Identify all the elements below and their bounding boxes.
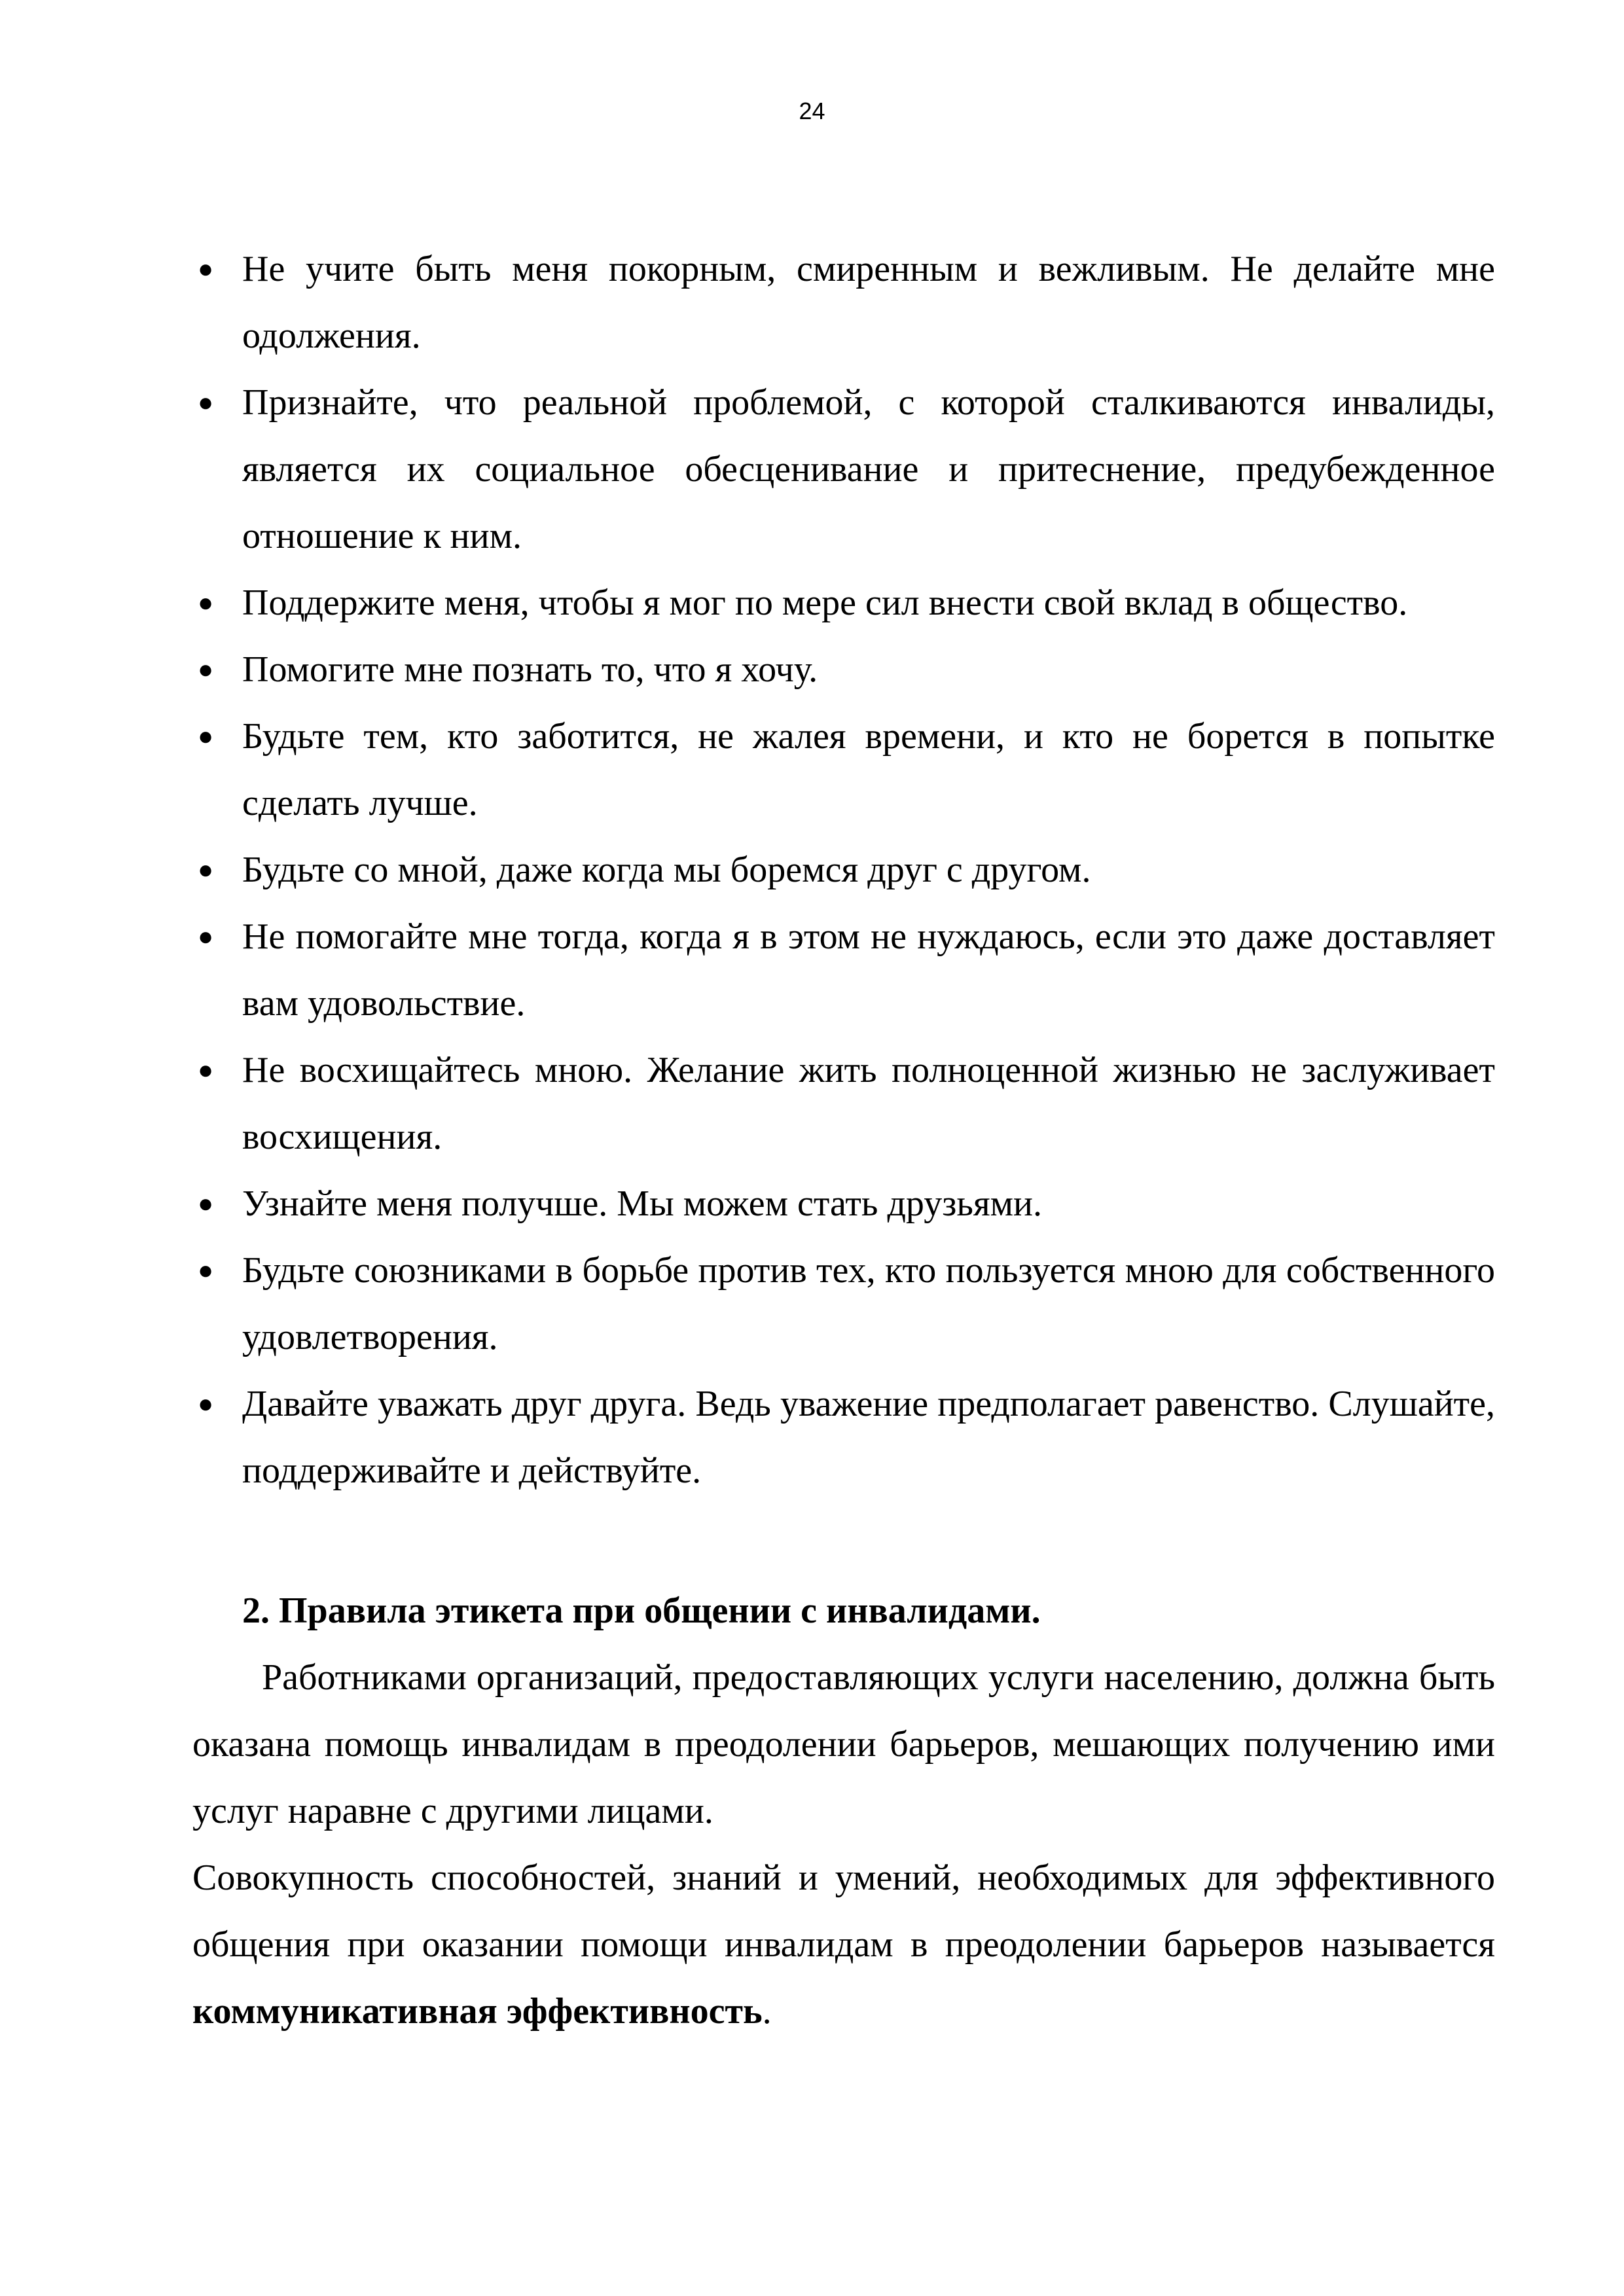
definition-text: Совокупность способностей, знаний и умений, необходимых для эффективного общения при оказании помощи инвалидам в преодолении барьеров называется xyxy=(192,1857,1495,1965)
bullet-icon: ● xyxy=(198,721,214,751)
list-item-text: Будьте тем, кто заботится, не жалея времени, и кто не борется в попытке сделать лучше. xyxy=(242,716,1495,823)
list-item xyxy=(192,569,1495,636)
bullet-icon: ● xyxy=(198,922,214,951)
bullet-icon: ● xyxy=(198,588,214,617)
list-item xyxy=(192,1237,1495,1371)
list-item-text: Поддержите меня, чтобы я мог по мере сил внести свой вклад в общество. xyxy=(242,583,1408,623)
list-item-text: Будьте союзниками в борьбе против тех, кто пользуется мною для собственного удовлетворения. xyxy=(242,1250,1495,1357)
list-item-text: Будьте со мной, даже когда мы боремся друг с другом. xyxy=(242,850,1091,890)
definition-end: . xyxy=(762,1991,772,2032)
document-body xyxy=(192,236,1495,2045)
bullet-icon: ● xyxy=(198,1389,214,1418)
list-item xyxy=(192,903,1495,1037)
bullet-list xyxy=(192,236,1495,1504)
bullet-icon: ● xyxy=(198,1189,214,1218)
list-item xyxy=(192,836,1495,903)
list-item xyxy=(192,703,1495,836)
section-heading: 2. Правила этикета при общении с инвалидами. xyxy=(242,1590,1041,1631)
list-item xyxy=(192,236,1495,369)
bullet-icon: ● xyxy=(198,254,214,283)
list-item-text: Признайте, что реальной проблемой, с которой сталкиваются инвалиды, является их социальное обесценивание и притеснение, предубежденное отношение к ним. xyxy=(242,382,1495,556)
list-item-text: Давайте уважать друг друга. Ведь уважение предполагает равенство. Слушайте, поддерживайте и действуйте. xyxy=(242,1384,1495,1491)
bullet-icon: ● xyxy=(198,855,214,884)
list-item-text: Помогите мне познать то, что я хочу. xyxy=(242,649,818,690)
list-item-text: Не помогайте мне тогда, когда я в этом не нуждаюсь, если это даже доставляет вам удовольствие. xyxy=(242,916,1495,1024)
paragraph-definition xyxy=(192,1844,1495,2045)
list-item-text: Узнайте меня получше. Мы можем стать друзьями. xyxy=(242,1183,1043,1224)
list-item-text: Не восхищайтесь мною. Желание жить полноценной жизнью не заслуживает восхищения. xyxy=(242,1050,1495,1157)
list-item-text: Не учите быть меня покорным, смиренным и вежливым. Не делайте мне одолжения. xyxy=(242,249,1495,356)
bullet-icon: ● xyxy=(198,1255,214,1285)
defined-term: коммуникативная эффективность xyxy=(192,1991,763,2032)
bullet-icon: ● xyxy=(198,655,214,684)
list-item xyxy=(192,1170,1495,1237)
list-item xyxy=(192,1371,1495,1504)
paragraph-services: Работниками организаций, предоставляющих услуги населению, должна быть оказана помощь инвалидам в преодолении барьеров, мешающих получению ими услуг наравне с другими лицами. xyxy=(192,1657,1495,1831)
list-item xyxy=(192,1037,1495,1170)
page-number: 24 xyxy=(799,98,825,124)
list-item xyxy=(192,636,1495,703)
bullet-icon: ● xyxy=(198,1055,214,1085)
list-item xyxy=(192,369,1495,569)
bullet-icon: ● xyxy=(198,387,214,417)
